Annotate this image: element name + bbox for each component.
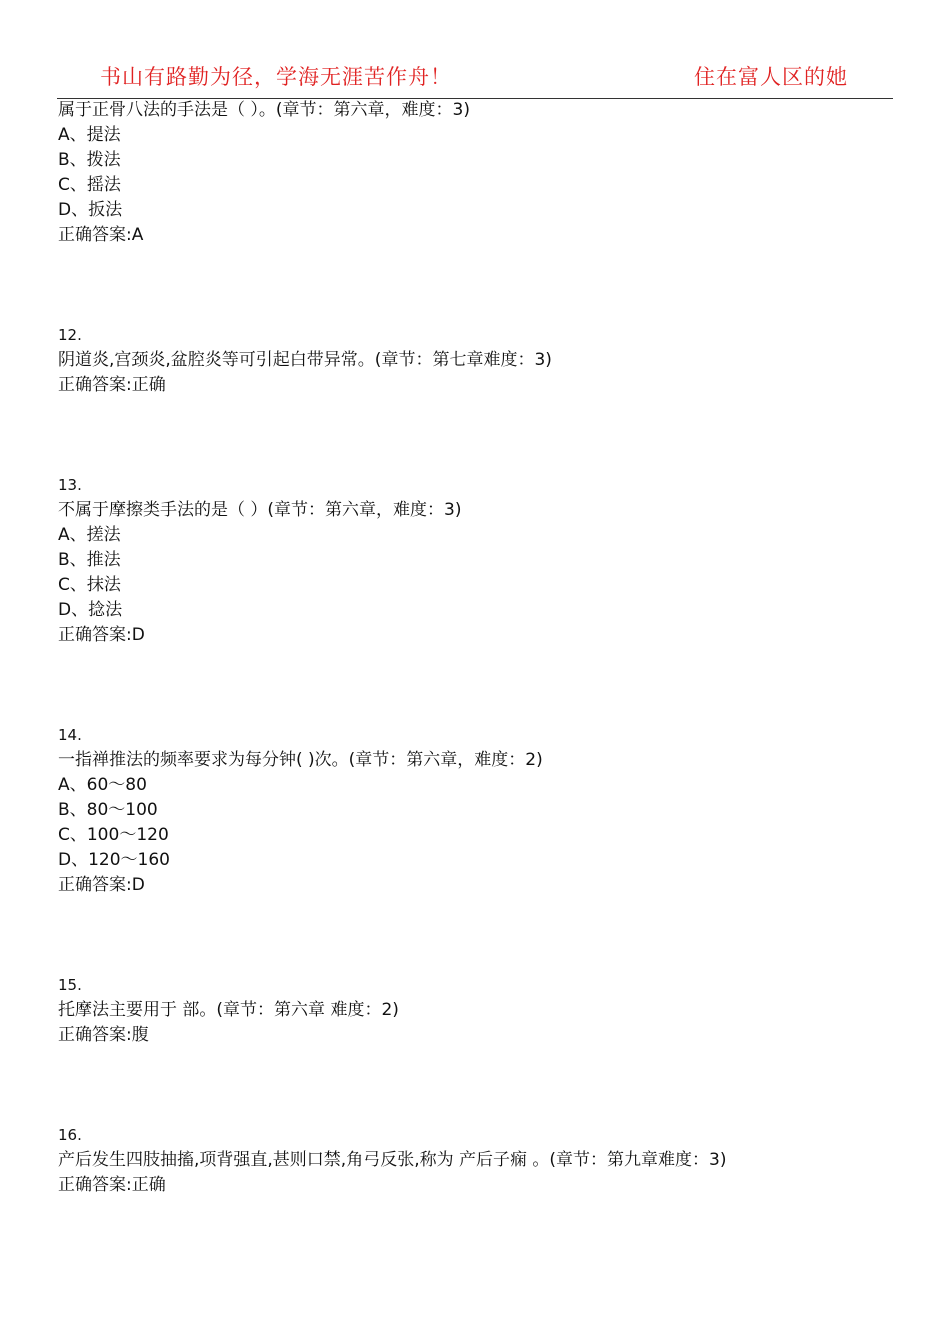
correct-answer: 正确答案:A [58,225,144,245]
option-c: C、100～120 [58,825,169,845]
question-list [58,98,898,1198]
question-item [58,1123,898,1198]
question-number: 15. [58,976,82,994]
question-number: 13. [58,476,82,494]
question-text: 属于正骨八法的手法是（ ）。(章节：第六章，难度：3) [58,100,470,120]
question-item [58,323,898,398]
option-d: D、捻法 [58,600,123,620]
question-number: 12. [58,326,82,344]
option-d: D、120～160 [58,850,170,870]
question-item [58,723,898,898]
option-b: B、80～100 [58,800,158,820]
option-d: D、扳法 [58,200,123,220]
question-text: 产后发生四肢抽搐,项背强直,甚则口禁,角弓反张,称为 产后子痫 。(章节：第九章难度：3) [58,1150,727,1170]
question-item [58,973,898,1048]
question-item [58,98,898,248]
question-text: 阴道炎,宫颈炎,盆腔炎等可引起白带异常。(章节：第七章难度：3) [58,350,552,370]
option-a: A、60～80 [58,775,147,795]
correct-answer: 正确答案:正确 [58,1175,166,1195]
option-c: C、摇法 [58,175,121,195]
header-right-text: 住在富人区的她 [694,65,848,89]
option-c: C、抹法 [58,575,121,595]
correct-answer: 正确答案:腹 [58,1025,149,1045]
correct-answer: 正确答案:正确 [58,375,166,395]
question-number: 16. [58,1126,82,1144]
option-a: A、提法 [58,125,121,145]
header-motto: 书山有路勤为径，学海无涯苦作舟！ [100,65,452,89]
question-text: 不属于摩擦类手法的是（ ）(章节：第六章，难度：3) [58,500,462,520]
option-a: A、搓法 [58,525,121,545]
question-text: 一指禅推法的频率要求为每分钟( )次。(章节：第六章，难度：2) [58,750,543,770]
correct-answer: 正确答案:D [58,875,145,895]
option-b: B、推法 [58,550,121,570]
option-b: B、拨法 [58,150,121,170]
correct-answer: 正确答案:D [58,625,145,645]
question-number: 14. [58,726,82,744]
question-text: 托摩法主要用于 部。(章节：第六章 难度：2) [58,1000,399,1020]
question-item [58,473,898,648]
